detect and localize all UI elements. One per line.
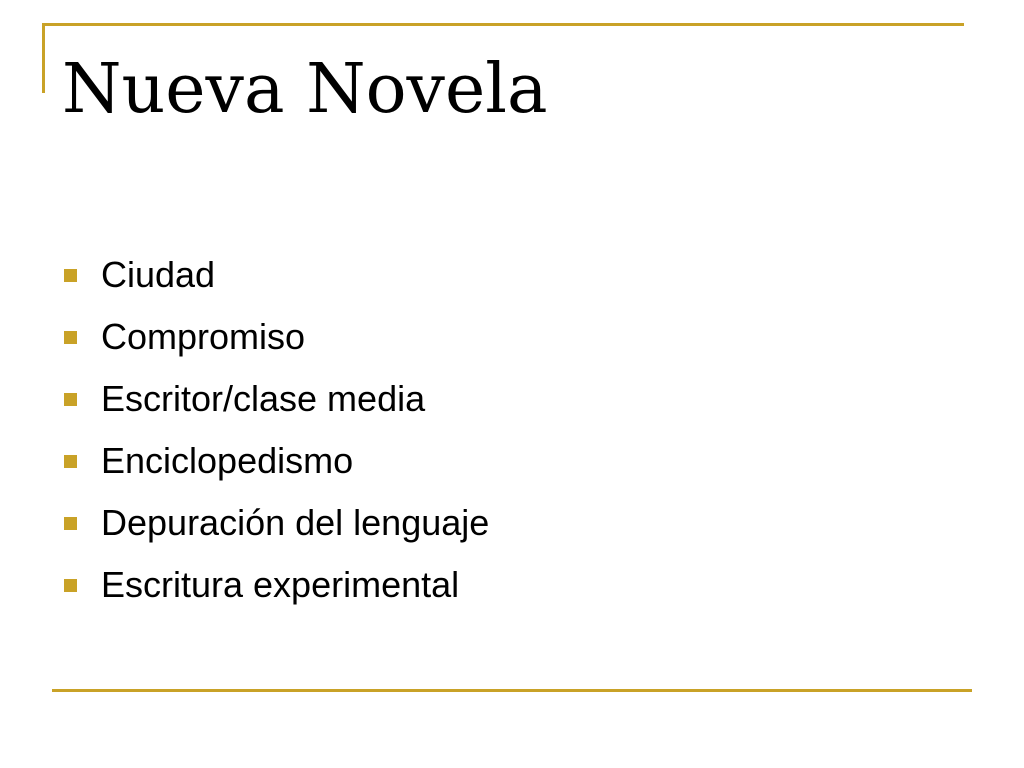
bullet-text: Enciclopedismo bbox=[101, 440, 354, 481]
bullet-text: Compromiso bbox=[101, 316, 306, 357]
square-bullet-icon bbox=[64, 269, 77, 282]
bullet-text: Escritor/clase media bbox=[101, 378, 426, 419]
square-bullet-icon bbox=[64, 455, 77, 468]
square-bullet-icon bbox=[64, 331, 77, 344]
bullet-list bbox=[64, 244, 489, 616]
list-item bbox=[64, 554, 489, 616]
list-item bbox=[64, 492, 489, 554]
square-bullet-icon bbox=[64, 393, 77, 406]
top-horizontal-rule bbox=[42, 23, 964, 26]
square-bullet-icon bbox=[64, 579, 77, 592]
slide-title: Nueva Novela bbox=[62, 50, 548, 129]
list-item bbox=[64, 244, 489, 306]
top-vertical-rule bbox=[42, 23, 45, 93]
bullet-text: Ciudad bbox=[101, 254, 216, 295]
list-item bbox=[64, 306, 489, 368]
bullet-text: Escritura experimental bbox=[101, 564, 460, 605]
list-item bbox=[64, 430, 489, 492]
square-bullet-icon bbox=[64, 517, 77, 530]
bullet-text: Depuración del lenguaje bbox=[101, 502, 490, 543]
bottom-horizontal-rule bbox=[52, 689, 972, 692]
list-item bbox=[64, 368, 489, 430]
